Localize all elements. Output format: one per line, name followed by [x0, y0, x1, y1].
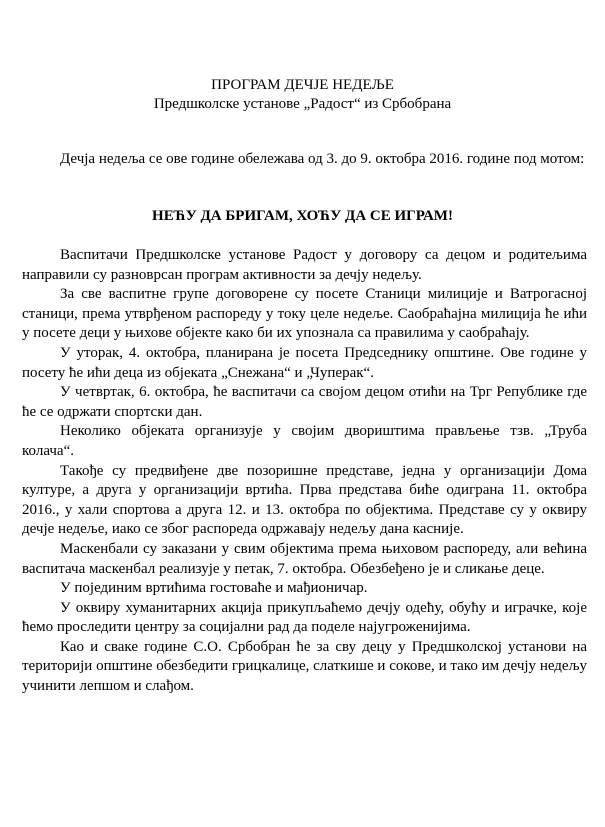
paragraph: У појединим вртићима гостоваће и мађионичар. [60, 580, 368, 597]
paragraph: У четвртак, 6. октобра, ће васпитачи са својом децом отићи на Трг Републике где ће се одржати спортски дан. [22, 384, 587, 420]
paragraph: Васпитачи Предшколске установе Радост у договору са децом и родитељима направили су разноврсан програм активности за дечју недељу. [22, 247, 587, 283]
paragraph: Такође су предвиђене две позоришне представе, једна у организацији Дома културе, а друга у организацији вртића. Прва представа биће одиграна 11. октобра 2016., у хали спортова а друга 12. и 13. октобра по објектима. Представе су у оквиру дечје недеље, иако се због распореда одржавају недељу дана касније. [22, 462, 587, 538]
document-subtitle: Предшколске установе „Радост“ из Србобрана [153, 96, 452, 112]
body-text [22, 246, 587, 697]
paragraph: Као и сваке године С.О. Србобран ће за сву децу у Предшколској установи на територији општине обезбедити грицкалице, слаткише и сокове, и тако им дечју недељу учинити лепшом и слађом. [22, 638, 587, 695]
intro-paragraph: Дечја недеља се ове године обележава од 3. до 9. октобра 2016. године под мотом: [60, 151, 585, 167]
motto-heading: НЕЋУ ДА БРИГАМ, ХОЋУ ДА СЕ ИГРАМ! [152, 208, 453, 224]
document-title: ПРОГРАМ ДЕЧЈЕ НЕДЕЉЕ [211, 77, 394, 93]
title-block [0, 76, 605, 114]
paragraph: Неколико објеката организује у својим двориштима прављење тзв. „Труба колача“. [22, 423, 587, 459]
paragraph: У оквиру хуманитарних акција прикупљаћемо дечју одећу, обућу и играчке, које ћемо проследити центру за социјални рад да поделе најугроженијима. [22, 599, 587, 636]
paragraph: У уторак, 4. октобра, планирана је посета Председнику општине. Ове године у посету ће ићи деца из објеката „Снежана“ и „Чуперак“. [22, 344, 587, 381]
paragraph: За све васпитне групе договорене су посете Станици милиције и Ватрогасној станици, према утврђеном распореду у току целе недеље. Саобраћајна милиција ће ићи у посете деци у њихове објекте како би их упознала са правилима у саобраћају. [22, 286, 587, 342]
paragraph: Маскенбали су заказани у свим објектима према њиховом распореду, али већина васпитача маскенбал реализује у петак, 7. октобра. Обезбеђено је и сликање деце. [22, 540, 587, 577]
